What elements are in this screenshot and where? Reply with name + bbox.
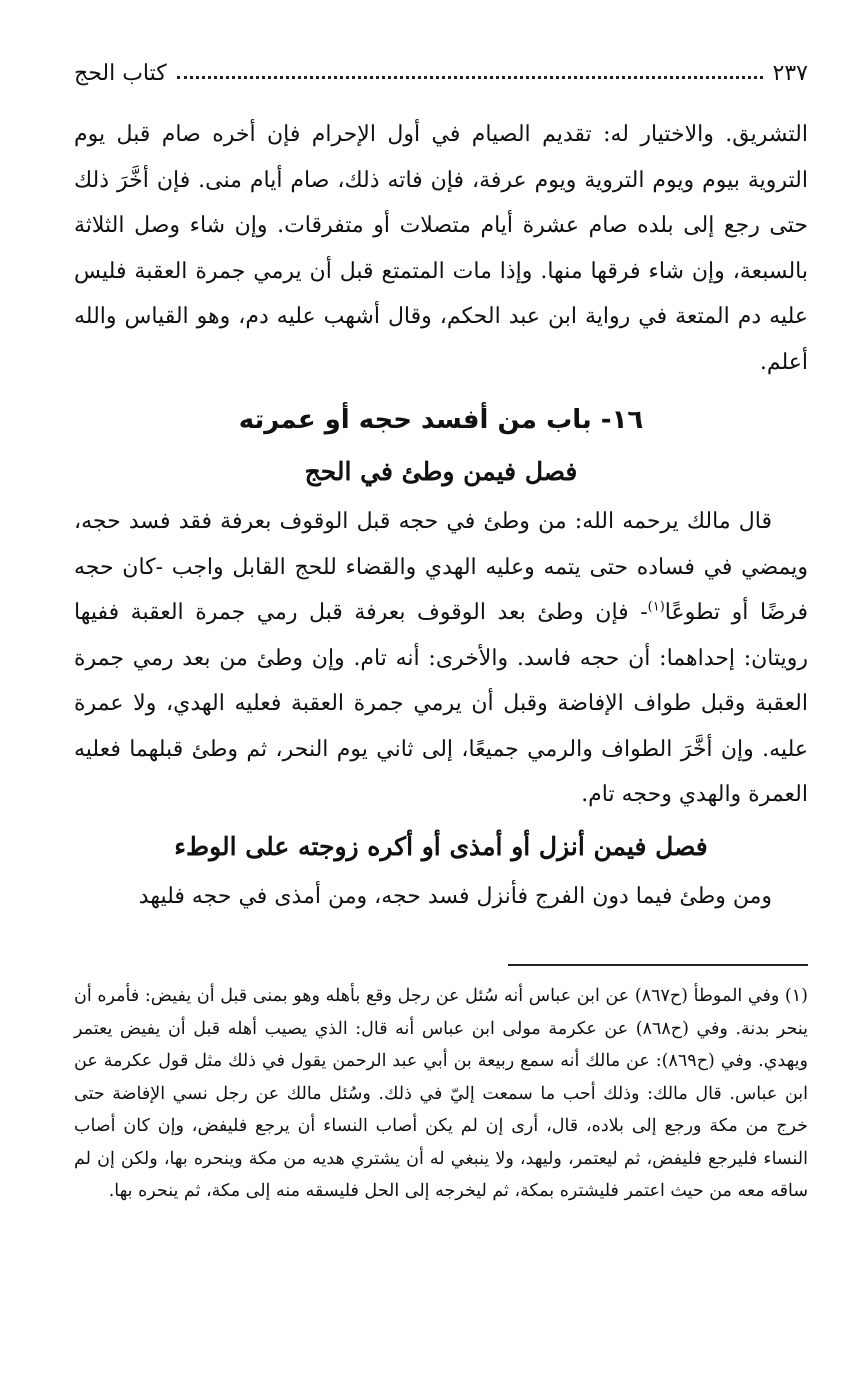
paragraph-malik-part1: قال مالك يرحمه الله: من وطئ في حجه قبل الوقوف بعرفة فقد فسد حجه، ويمضي في فساده حتى يتمه وعليه الهدي والقضاء للحج القابل واجب -كان حجه فرضًا أو تطوعًا bbox=[74, 509, 808, 625]
leader-dots bbox=[177, 76, 763, 79]
page-number: ٢٣٧ bbox=[772, 60, 808, 86]
paragraph-last: ومن وطئ فيما دون الفرج فأنزل فسد حجه، ومن أمذى في حجه فليهد bbox=[138, 883, 772, 909]
paragraph-continuation: التشريق. والاختيار له: تقديم الصيام في أول الإحرام فإن أخره صام قبل يوم التروية بيوم ويوم التروية ويوم عرفة، فإن فاته ذلك، صام أيام منى. فإن أخَّرَ ذلك حتى رجع إلى بلده صام عشرة أيام متصلات أو متفرقات. وإن شاء وصل الثلاثة بالسبعة، وإن شاء فرقها منها. وإذا مات المتمتع قبل أن يرمي جمرة العقبة فليس عليه دم المتعة في رواية ابن عبد الحكم، وقال أشهب عليه دم، وهو القياس والله أعلم. bbox=[74, 122, 809, 375]
footnote-area bbox=[74, 980, 808, 1208]
main-text bbox=[74, 112, 808, 919]
paragraph-malik bbox=[74, 499, 808, 818]
chapter-title: ١٦- باب من أفسد حجه أو عمرته bbox=[238, 405, 644, 435]
paragraph-malik-part2: - فإن وطئ بعد الوقوف بعرفة قبل رمي جمرة العقبة ففيها رويتان: إحداهما: أن حجه فاسد. والأخرى: أنه تام. وإن وطئ من بعد رمي جمرة العقبة وقبل طواف الإفاضة وقبل أن يرمي جمرة العقبة فعليه الهدي، ولا عمرة عليه. وإن أخَّرَ الطواف والرمي جميعًا، إلى ثاني يوم النحر، ثم وطئ قبلهما فعليه العمرة والهدي وحجه تام. bbox=[74, 600, 808, 807]
section-title-2: فصل فيمن أنزل أو أمذى أو أكره زوجته على الوطء bbox=[174, 831, 708, 861]
footnote-text: (١) وفي الموطأ (ح٨٦٧) عن ابن عباس أنه سُئل عن رجل وقع بأهله وهو بمنى قبل أن يفيض: فأمره أن ينحر بدنة. وفي (ح٨٦٨) عن عكرمة مولى ابن عباس أنه قال: الذي يصيب أهله قبل أن يفيض يعتمر ويهدي. وفي (ح٨٦٩): عن مالك أنه سمع ربيعة بن أبي عبد الرحمن يقول في ذلك مثل قول عكرمة عن ابن عباس. قال مالك: وذلك أحب ما سمعت إليّ في ذلك. وسُئل مالك عن رجل نسي الإفاضة حتى خرج من مكة ورجع إلى بلاده، قال، أرى إن لم يكن أصاب النساء أن يرجع فليفض، وإن كان أصاب النساء فليرجع فليفض، ثم ليعتمر، وليهد، ولا ينبغي له أن يشتري هديه من مكة وينحره بها، ولكن إن لم ساقه معه من حيث اعتمر فليشتره بمكة، ثم ليخرجه إلى الحل فليسقه منه إلى مكة، ثم ينحره بها. bbox=[74, 986, 808, 1201]
footnote-marker[interactable]: (١) bbox=[647, 599, 665, 615]
section-title-1: فصل فيمن وطئ في الحج bbox=[304, 457, 578, 486]
running-header bbox=[74, 58, 808, 88]
book-title: كتاب الحج bbox=[74, 60, 167, 86]
footnote-divider bbox=[508, 964, 808, 966]
